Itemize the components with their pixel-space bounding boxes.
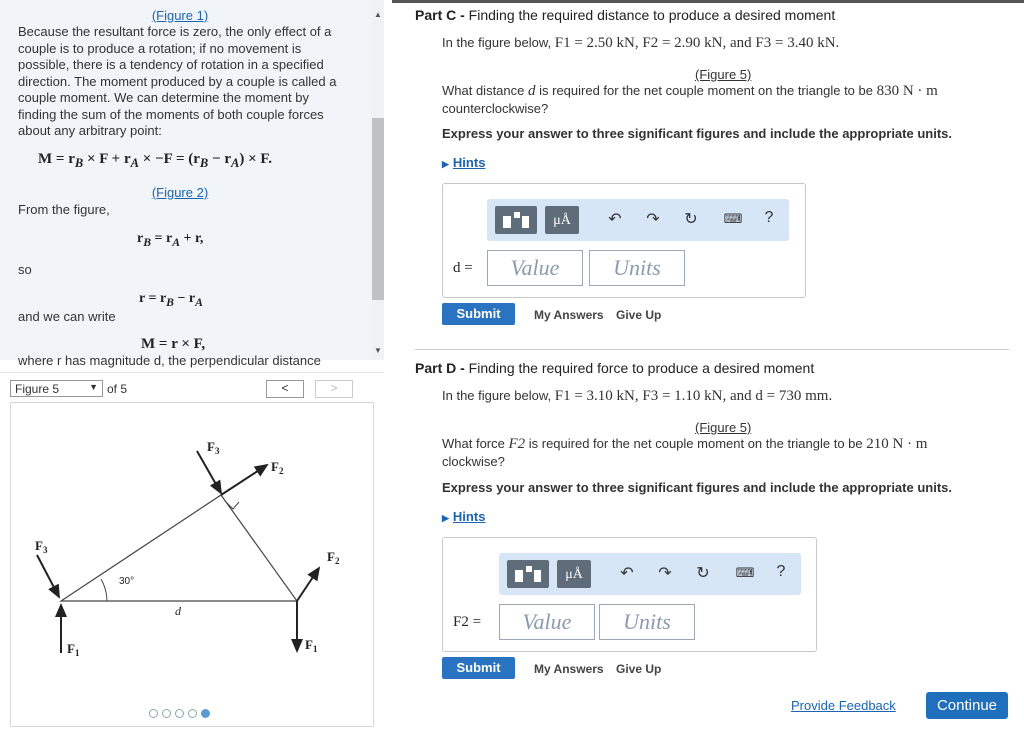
reset-icon[interactable]: ↻ <box>684 211 698 228</box>
label-f2-right: $F_2$ <box>327 549 340 566</box>
figure-2-link[interactable]: (Figure 2) <box>151 185 209 200</box>
part-d-answer-box <box>442 537 817 652</box>
caret-right-icon: ▶ <box>442 513 449 523</box>
continue-button[interactable]: Continue <box>926 692 1008 719</box>
part-d-instruction: Express your answer to three significant figures and include the appropriate units. <box>442 480 952 495</box>
figure-1-link[interactable]: (Figure 1) <box>151 8 209 23</box>
scroll-thumb[interactable] <box>372 118 384 300</box>
next-figure-button[interactable]: > <box>315 380 353 398</box>
part-c-answer-label: d = <box>453 260 473 276</box>
part-c-instruction: Express your answer to three significant figures and include the appropriate units. <box>442 126 952 141</box>
cut-off-text: where r has magnitude d, the perpendicular distance <box>18 353 321 368</box>
triangle-diagram <box>11 403 375 728</box>
left-scrollbar[interactable] <box>372 0 384 360</box>
keyboard-icon[interactable]: ⌨ <box>735 565 755 580</box>
equation-moment: M = r × F, <box>141 336 206 352</box>
figure-page-dot[interactable] <box>162 709 171 718</box>
help-icon[interactable]: ? <box>776 563 786 580</box>
so-text: so <box>18 262 32 277</box>
part-c-give-up-link[interactable]: Give Up <box>616 308 662 322</box>
chevron-down-icon: ▼ <box>89 382 98 392</box>
part-c-value-input[interactable]: Value <box>487 250 583 286</box>
label-f1-right: $F_1$ <box>305 637 318 654</box>
f2-top-arrow <box>221 465 267 495</box>
templates-icon <box>507 560 549 588</box>
part-d-answer-label: F2 = <box>453 614 482 630</box>
part-c-title: Part C - Finding the required distance to produce a desired moment <box>415 7 836 23</box>
part-d-give-up-link[interactable]: Give Up <box>616 662 662 676</box>
figure-page-dots <box>149 705 214 717</box>
equation-rb: $r_B = r_A + r$, <box>137 231 204 249</box>
templates-icon <box>495 206 537 234</box>
reset-icon[interactable]: ↻ <box>696 565 710 582</box>
label-angle: 30° <box>119 576 135 587</box>
units-button[interactable]: μÅ <box>557 560 591 588</box>
figure-toolbar <box>0 372 384 402</box>
part-d-question: What force F2 is required for the net couple moment on the triangle to be 210 N · m clockwise? <box>442 436 928 469</box>
templates-button[interactable] <box>507 560 549 588</box>
redo-icon[interactable]: ↷ <box>646 211 660 228</box>
triangle-shape <box>61 495 297 601</box>
provide-feedback-link[interactable]: Provide Feedback <box>791 698 896 713</box>
figure-page-dot[interactable] <box>149 709 158 718</box>
scroll-down-icon[interactable]: ▼ <box>374 346 382 355</box>
label-f2-top: $F_2$ <box>271 459 284 476</box>
equation-couple-moment: $M = r_B \times F + r_A \times -F = (r_B - r_A) \times F$. <box>38 151 272 170</box>
scroll-up-icon[interactable]: ▲ <box>374 10 382 19</box>
equation-r: $r = r_B - r_A$ <box>139 291 203 309</box>
figure-select[interactable] <box>10 380 103 397</box>
f3-left-arrow <box>37 555 59 597</box>
keyboard-icon[interactable]: ⌨ <box>723 211 743 226</box>
part-c-my-answers-link[interactable]: My Answers <box>534 308 604 322</box>
part-c-units-input[interactable]: Units <box>589 250 685 286</box>
figure-page-dot[interactable] <box>175 709 184 718</box>
part-d-value-input[interactable]: Value <box>499 604 595 640</box>
undo-icon[interactable]: ↶ <box>608 211 622 228</box>
f3-top-arrow <box>197 451 221 493</box>
part-c-math-toolbar <box>487 199 789 241</box>
part-divider <box>415 349 1009 350</box>
tutorial-text-panel[interactable] <box>0 0 372 368</box>
part-c-submit-button[interactable]: Submit <box>442 303 515 325</box>
prev-figure-button[interactable]: < <box>266 380 304 398</box>
part-c-figure-link[interactable]: (Figure 5) <box>695 67 752 82</box>
units-button[interactable]: μÅ <box>545 206 579 234</box>
templates-button[interactable] <box>495 206 537 234</box>
figure-page-dot[interactable] <box>201 709 210 718</box>
and-we-can-write-text: and we can write <box>18 309 116 324</box>
caret-right-icon: ▶ <box>442 159 449 169</box>
part-d-title: Part D - Finding the required force to produce a desired moment <box>415 360 815 376</box>
label-d: d <box>175 604 181 618</box>
label-f1-left: $F_1$ <box>67 641 80 658</box>
f2-right-arrow <box>297 568 319 601</box>
part-d-units-input[interactable]: Units <box>599 604 695 640</box>
help-icon[interactable]: ? <box>764 209 774 226</box>
part-d-submit-button[interactable]: Submit <box>442 657 515 679</box>
part-c-hints-link[interactable]: ▶ Hints <box>442 155 486 170</box>
top-border <box>392 0 1024 3</box>
label-f3-left: $F_3$ <box>35 538 48 555</box>
figure-count: of 5 <box>107 382 128 396</box>
part-d-figure-link[interactable]: (Figure 5) <box>695 420 752 435</box>
undo-icon[interactable]: ↶ <box>620 565 634 582</box>
from-figure-text: From the figure, <box>18 202 110 217</box>
part-c-given: In the figure below, F1 = 2.50 kN, F2 = 2.90 kN, and F3 = 3.40 kN. <box>442 35 840 51</box>
label-f3-top: $F_3$ <box>207 439 220 456</box>
couple-explanation: Because the resultant force is zero, the only effect of a couple is to produce a rotation; if no movement is possible, there is a tendency of rotation in a specified direction. The moment produced by a couple is called a couple moment. We can determine the moment by finding the sum of the moments of both couple forces about any arbitrary point: <box>18 24 337 138</box>
left-pane <box>0 0 384 727</box>
part-c-question: What distance d is required for the net couple moment on the triangle to be 830 N · m counterclockwise? <box>442 83 938 116</box>
redo-icon[interactable]: ↷ <box>658 565 672 582</box>
part-d-hints-link[interactable]: ▶ Hints <box>442 509 486 524</box>
figure-select-value: Figure 5 <box>15 382 60 396</box>
part-d-my-answers-link[interactable]: My Answers <box>534 662 604 676</box>
part-c-answer-box <box>442 183 806 298</box>
part-d-given: In the figure below, F1 = 3.10 kN, F3 = 1.10 kN, and d = 730 mm. <box>442 388 833 404</box>
figure-page-dot[interactable] <box>188 709 197 718</box>
part-d-math-toolbar <box>499 553 801 595</box>
figure-5-view <box>10 402 374 727</box>
